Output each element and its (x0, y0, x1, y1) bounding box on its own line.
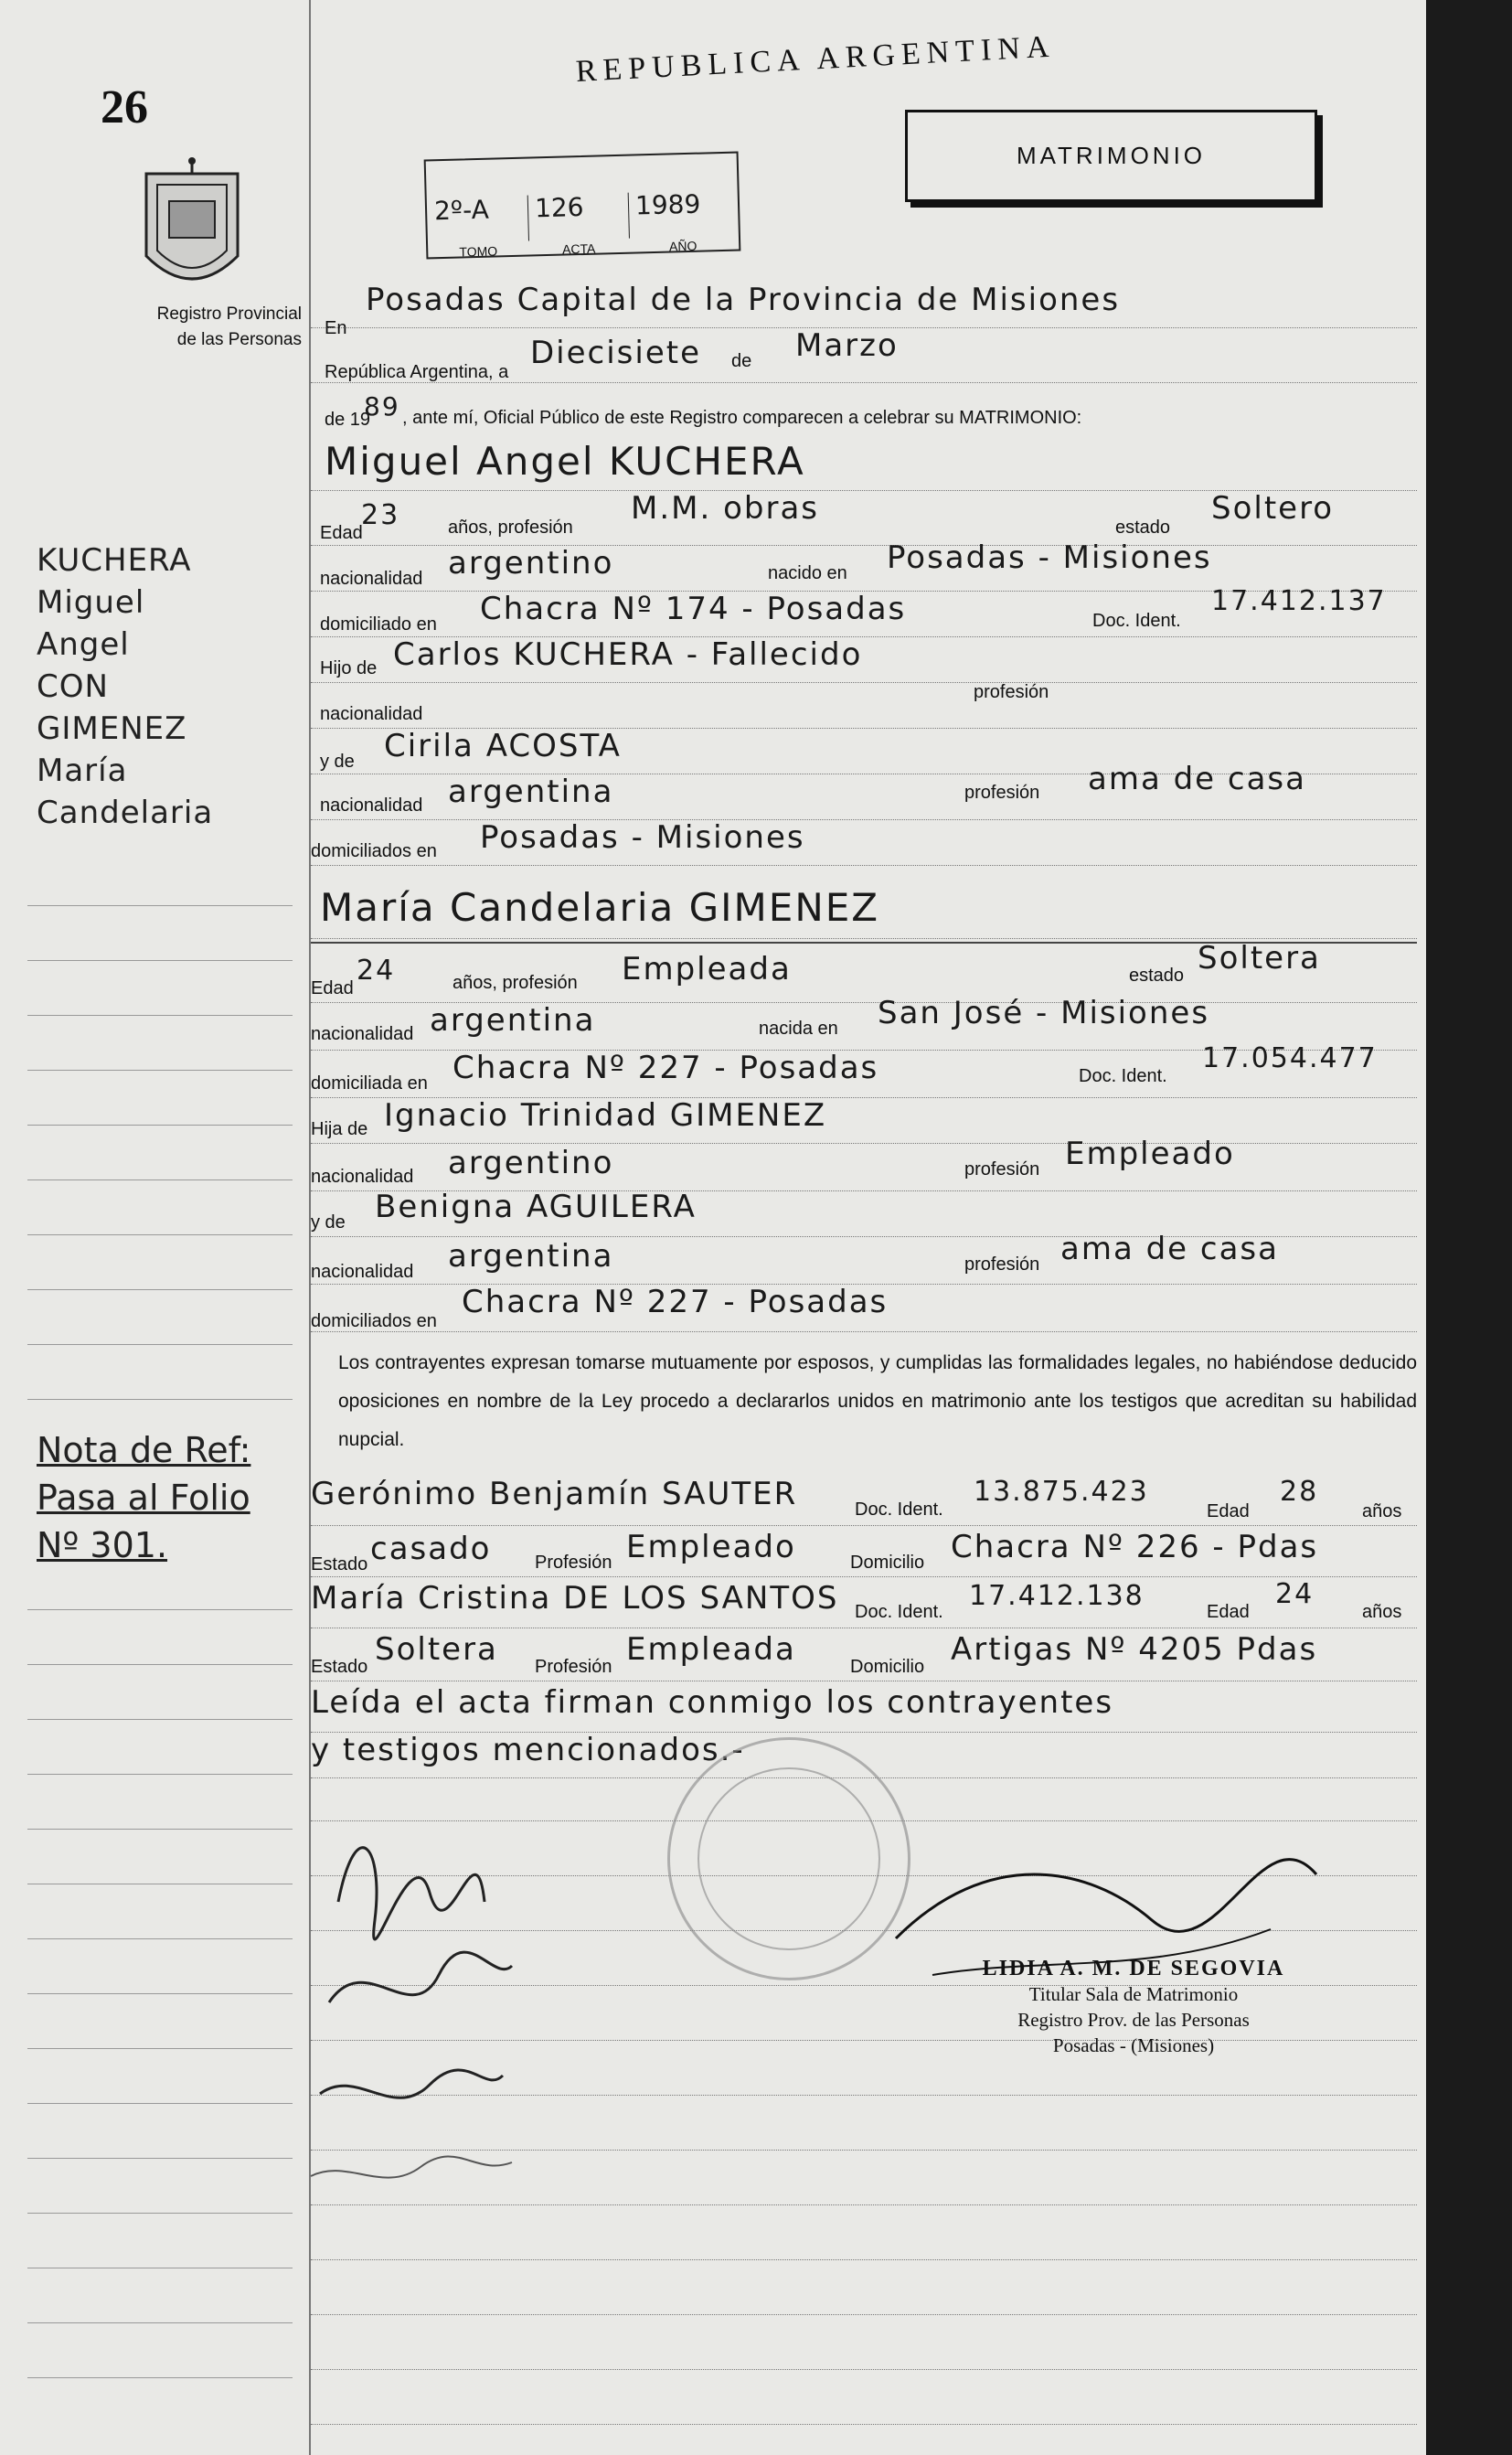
margin-ruling (27, 1125, 293, 1126)
groom-nationality: argentino (448, 545, 614, 582)
bride-father-nat-label: nacionalidad (311, 1167, 414, 1187)
margin-ruling (27, 2048, 293, 2049)
margin-note-line: Angel (37, 626, 130, 663)
ruled-line (311, 2258, 1417, 2260)
witness-1-estado-label: Estado (311, 1554, 368, 1574)
oficial-text: , ante mí, Oficial Público de este Registro comparecen a celebrar su MATRIMONIO: (402, 408, 1082, 428)
acta-value: 126 (534, 191, 584, 224)
ano-cell (628, 188, 737, 254)
officer-stamp-block (942, 1957, 1326, 2058)
groom-name: Miguel Angel KUCHERA (325, 439, 805, 484)
groom-father: Carlos KUCHERA - Fallecido (393, 636, 863, 673)
margin-ruling (27, 1993, 293, 1994)
groom-mother-prof-label: profesión (964, 783, 1040, 803)
groom-address: Chacra Nº 174 - Posadas (480, 591, 907, 627)
groom-parents-address: Posadas - Misiones (480, 819, 805, 856)
groom-edad-label: Edad (320, 523, 363, 543)
bride-doc: 17.054.477 (1202, 1042, 1378, 1074)
margin-ruling (27, 1179, 293, 1180)
margin-ruling (27, 1344, 293, 1345)
margin-note-line: María (37, 753, 128, 789)
bride-father-prof-label: profesión (964, 1159, 1040, 1179)
witness-1-name-row (311, 1472, 1417, 1526)
groom-father-nat-row (311, 682, 1417, 729)
groom-name-row (311, 428, 1417, 491)
margin-ruling (27, 1829, 293, 1830)
acta-cell (527, 191, 630, 257)
document-type-box: MATRIMONIO (905, 110, 1317, 202)
ruled-line (311, 2204, 1417, 2205)
groom-domicilio-label: domiciliado en (320, 614, 437, 635)
witness-1-status: casado (370, 1531, 492, 1567)
bride-mother-profession: ama de casa (1060, 1231, 1279, 1267)
bride-father-row (311, 1097, 1417, 1144)
closing-note-line-1: Leída el acta firman conmigo los contrayentes (311, 1684, 1114, 1721)
groom-birthplace: Posadas - Misiones (887, 539, 1212, 576)
bride-mother-nationality: argentina (448, 1238, 614, 1275)
date-de-label: de (731, 351, 752, 371)
margin-ruling (27, 1399, 293, 1400)
bride-name: María Candelaria GIMENEZ (320, 885, 880, 930)
witness-2-doc: 17.412.138 (969, 1580, 1145, 1612)
margin-ruling (27, 2377, 293, 2378)
year-suffix: 89 (364, 391, 400, 422)
groom-estado-label: estado (1115, 518, 1171, 538)
bride-doc-label: Doc. Ident. (1079, 1066, 1167, 1086)
reference-note (37, 1426, 293, 1569)
bride-birthplace: San José - Misiones (878, 995, 1210, 1031)
bride-parents-dom-label: domiciliados en (311, 1311, 437, 1331)
provincial-crest-icon (137, 155, 247, 302)
margin-ruling (27, 1774, 293, 1775)
groom-age: 23 (361, 499, 400, 531)
witness-2-details-row (311, 1628, 1417, 1681)
tomo-cell (427, 194, 529, 260)
ceremony-day: Diecisiete (530, 335, 702, 371)
witness-1-prof-label: Profesión (535, 1553, 612, 1573)
witness-1-name: Gerónimo Benjamín SAUTER (311, 1476, 798, 1512)
margin-ruling (27, 1719, 293, 1720)
ceremony-place: Posadas Capital de la Provincia de Misiones (366, 282, 1121, 318)
nota-line: Nota de Ref: (37, 1430, 251, 1470)
margin-name-note (37, 539, 302, 834)
officer-name: LIDIA A. M. DE SEGOVIA (982, 1957, 1285, 1980)
ruled-line (311, 2368, 1417, 2370)
margin-note-line: Miguel (37, 584, 145, 621)
bride-y-de-label: y de (311, 1212, 346, 1233)
bride-father-profession: Empleado (1065, 1136, 1235, 1172)
tomo-label: TOMO (459, 243, 498, 260)
groom-nacido-label: nacido en (768, 563, 847, 583)
groom-mother-profession: ama de casa (1088, 761, 1306, 797)
bride-mother: Benigna AGUILERA (375, 1189, 697, 1225)
witness-2-age: 24 (1275, 1578, 1315, 1610)
registry-name (55, 302, 302, 353)
witness-1-edad-label: Edad (1207, 1501, 1250, 1521)
book-reference-box (424, 152, 741, 260)
bride-nacionalidad-label: nacionalidad (311, 1024, 414, 1044)
groom-profession: M.M. obras (631, 490, 820, 527)
official-stamp (667, 1737, 910, 1980)
witness-1-doc: 13.875.423 (974, 1476, 1149, 1508)
nota-line: Pasa al Folio (37, 1478, 250, 1518)
bride-edad-label: Edad (311, 978, 354, 998)
witness-2-prof-label: Profesión (535, 1657, 612, 1677)
bride-mother-prof-label: profesión (964, 1254, 1040, 1275)
margin-note-line: CON (37, 668, 109, 705)
bride-father-nationality: argentino (448, 1145, 614, 1181)
bride-address-row (311, 1042, 1417, 1098)
groom-father-nat-label: nacionalidad (320, 704, 423, 724)
bride-parents-address-row (311, 1284, 1417, 1332)
witness-2-status: Soltera (375, 1631, 498, 1668)
tomo-value: 2º-A (433, 194, 490, 227)
groom-status: Soltero (1211, 490, 1335, 527)
margin-ruling (27, 960, 293, 961)
officer-city: Posadas - (Misiones) (1052, 2034, 1215, 2056)
groom-father-row (311, 636, 1417, 683)
bride-parents-address: Chacra Nº 227 - Posadas (462, 1284, 889, 1320)
witness-1-dom-label: Domicilio (850, 1553, 925, 1573)
bride-estado-label: estado (1129, 966, 1185, 986)
groom-mother-nat-label: nacionalidad (320, 795, 423, 816)
margin-ruling (27, 2322, 293, 2323)
margin-ruling (27, 1664, 293, 1665)
ruled-line (311, 2423, 1417, 2425)
margin-ruling (27, 2103, 293, 2104)
registry-line-1: Registro Provincial (156, 304, 302, 324)
bride-age-row (311, 940, 1417, 1003)
margin-ruling (27, 905, 293, 906)
nota-line: Nº 301. (37, 1525, 168, 1565)
closing-note-line-2: y testigos mencionados.- (311, 1732, 745, 1768)
groom-address-row (311, 585, 1417, 637)
margin-ruling (27, 1070, 293, 1071)
groom-parents-address-row (311, 819, 1417, 866)
bride-domicilio-label: domiciliada en (311, 1073, 428, 1094)
margin-note-line: GIMENEZ (37, 710, 187, 747)
intro-oficial-row (311, 382, 1417, 428)
groom-age-row (311, 490, 1417, 546)
margin-ruling (27, 1289, 293, 1290)
registry-line-2: de las Personas (176, 330, 302, 349)
year-prefix: de 19 (325, 410, 371, 430)
bride-age: 24 (357, 955, 396, 987)
intro-place-row (311, 274, 1417, 338)
witness-2-dom-label: Domicilio (850, 1657, 925, 1677)
acta-label: ACTA (561, 240, 596, 257)
bride-profesion-label: años, profesión (453, 973, 578, 993)
margin-ruling (27, 1609, 293, 1610)
margin-ruling (27, 2213, 293, 2214)
margin-note-line: KUCHERA (37, 542, 192, 579)
bride-status: Soltera (1198, 940, 1321, 977)
bride-father: Ignacio Trinidad GIMENEZ (384, 1097, 827, 1134)
legal-declaration-text: Los contrayentes expresan tomarse mutuamente por esposos, y cumplidas las formalidades legales, no habiéndose deducido oposiciones en nombre de la Ley procedo a declararlos unidos en matrimonio ante los testigos que acreditan su habilidad nupcial. (338, 1352, 1417, 1450)
bride-name-row (311, 865, 1417, 939)
ano-value: 1989 (634, 188, 701, 221)
witness-2-profession: Empleada (626, 1631, 796, 1668)
witness-1-age: 28 (1280, 1476, 1319, 1508)
republica-label: República Argentina, a (325, 362, 509, 382)
margin-ruling (27, 2158, 293, 2159)
bride-nacida-label: nacida en (759, 1019, 838, 1039)
groom-y-de-label: y de (320, 752, 355, 772)
witness-1-anos-label: años (1362, 1501, 1402, 1521)
groom-mother: Cirila ACOSTA (384, 728, 622, 764)
groom-profesion-label: años, profesión (448, 518, 573, 538)
groom-parents-dom-label: domiciliados en (311, 841, 437, 861)
bride-profession: Empleada (622, 951, 792, 987)
ruled-line (311, 2313, 1417, 2315)
bride-nationality: argentina (430, 1002, 596, 1039)
intro-date-row (311, 327, 1417, 383)
party-signatures (302, 1792, 539, 2204)
bride-mother-nat-row (311, 1231, 1417, 1285)
bride-address: Chacra Nº 227 - Posadas (453, 1050, 879, 1086)
ceremony-month: Marzo (795, 327, 899, 364)
en-label: En (325, 318, 347, 338)
witness-2-anos-label: años (1362, 1602, 1402, 1622)
officer-office: Registro Prov. de las Personas (1017, 2009, 1250, 2031)
officer-title: Titular Sala de Matrimonio (1028, 1983, 1239, 2005)
margin-ruling (27, 1938, 293, 1939)
witness-2-edad-label: Edad (1207, 1602, 1250, 1622)
groom-nacionalidad-label: nacionalidad (320, 569, 423, 589)
bride-father-label: Hija de (311, 1119, 368, 1139)
groom-doc-label: Doc. Ident. (1092, 611, 1181, 631)
witness-1-address: Chacra Nº 226 - Pdas (951, 1529, 1319, 1565)
groom-father-prof-label: profesión (974, 682, 1049, 702)
margin-ruling (27, 1234, 293, 1235)
witness-1-details-row (311, 1525, 1417, 1577)
witness-1-doc-label: Doc. Ident. (855, 1500, 943, 1520)
country-heading: REPUBLICA ARGENTINA (575, 29, 1057, 89)
witness-2-name: María Cristina DE LOS SANTOS (311, 1580, 839, 1617)
groom-father-label: Hijo de (320, 658, 378, 678)
closing-note-row-1 (311, 1681, 1417, 1733)
page-number: 26 (101, 81, 148, 133)
groom-mother-nationality: argentina (448, 774, 614, 810)
margin-ruling (27, 1015, 293, 1016)
witness-2-name-row (311, 1576, 1417, 1628)
witness-2-estado-label: Estado (311, 1657, 368, 1677)
witness-2-address: Artigas Nº 4205 Pdas (951, 1631, 1318, 1668)
groom-doc: 17.412.137 (1211, 585, 1387, 617)
ano-label: AÑO (668, 238, 697, 254)
witness-2-doc-label: Doc. Ident. (855, 1602, 943, 1622)
margin-note-line: Candelaria (37, 795, 214, 831)
witness-1-profession: Empleado (626, 1529, 796, 1565)
bride-mother-nat-label: nacionalidad (311, 1262, 414, 1282)
bride-father-nat-row (311, 1136, 1417, 1191)
